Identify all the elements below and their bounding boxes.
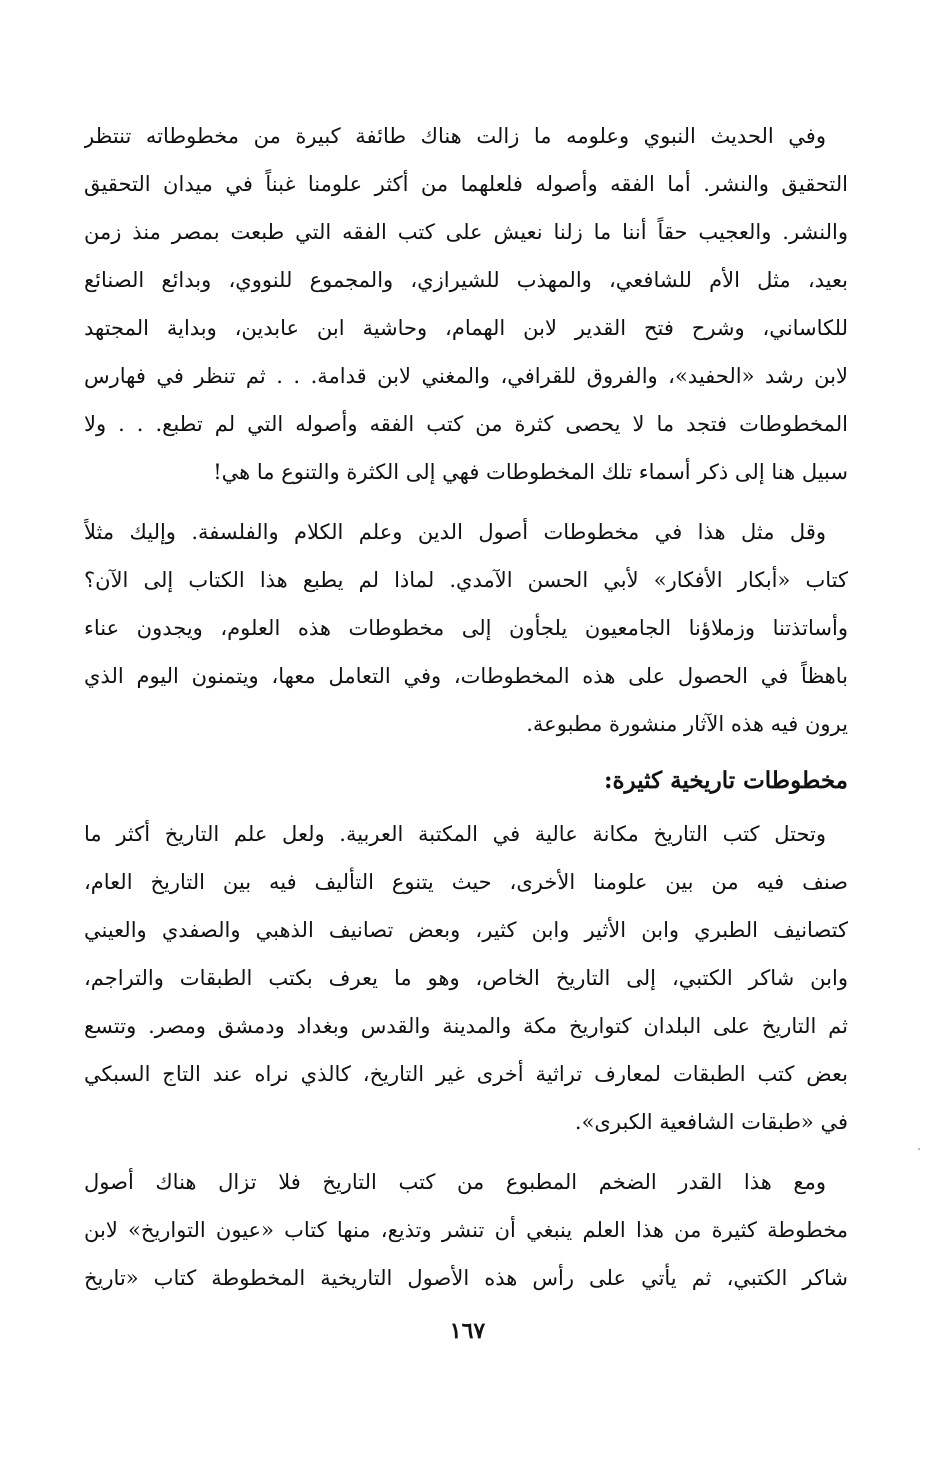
text-line: التحقيق والنشر. أما الفقه وأصوله فلعلهما من أكثر علومنا غبناً في ميدان التحقيق — [84, 172, 848, 196]
paragraph-spacer — [84, 500, 848, 508]
text-line: مخطوطة كثيرة من هذا العلم ينبغي أن تنشر وتذيع، منها كتاب «عيون التواريخ» لابن — [84, 1218, 848, 1242]
text-line: كتاب «أبكار الأفكار» لأبي الحسن الآمدي. لماذا لم يطبع هذا الكتاب إلى الآن؟ — [84, 568, 848, 592]
text-line: وتحتل كتب التاريخ مكانة عالية في المكتبة العربية. ولعل علم التاريخ أكثر ما — [84, 822, 826, 846]
text-line: في «طبقات الشافعية الكبرى». — [574, 1110, 848, 1134]
text-line: لابن رشد «الحفيد»، والفروق للقرافي، والمغني لابن قدامة. . . ثم تنظر في فهارس — [84, 364, 848, 388]
scan-speck — [918, 1148, 920, 1150]
text-line: شاكر الكتبي، ثم يأتي على رأس هذه الأصول التاريخية المخطوطة كتاب «تاريخ — [84, 1266, 848, 1290]
text-line: وأساتذتنا وزملاؤنا الجامعيون يلجأون إلى مخطوطات هذه العلوم، ويجدون عناء — [84, 616, 848, 640]
paragraph-spacer — [84, 1150, 848, 1158]
text-line: ثم التاريخ على البلدان كتواريخ مكة والمدينة والقدس وبغداد ودمشق ومصر. وتتسع — [84, 1014, 848, 1038]
text-line: كتصانيف الطبري وابن الأثير وابن كثير، وبعض تصانيف الذهبي والصفدي والعيني — [84, 918, 848, 942]
section-heading: مخطوطات تاريخية كثيرة: — [604, 767, 848, 794]
text-line: يرون فيه هذه الآثار منشورة مطبوعة. — [526, 712, 848, 736]
page-number: ١٦٧ — [449, 1318, 486, 1344]
text-line: بعض كتب الطبقات لمعارف تراثية أخرى غير التاريخ، كالذي نراه عند التاج السبكي — [84, 1062, 848, 1086]
text-line: والنشر. والعجيب حقاً أننا ما زلنا نعيش على كتب الفقه التي طبعت بمصر منذ زمن — [84, 220, 848, 244]
text-line: وابن شاكر الكتبي، إلى التاريخ الخاص، وهو ما يعرف بكتب الطبقات والتراجم، — [84, 966, 848, 990]
text-line: للكاساني، وشرح فتح القدير لابن الهمام، وحاشية ابن عابدين، وبداية المجتهد — [84, 316, 848, 340]
text-line: وفي الحديث النبوي وعلومه ما زالت هناك طائفة كبيرة من مخطوطاته تنتظر — [84, 124, 826, 148]
body-text — [84, 112, 848, 1306]
text-line: المخطوطات فتجد ما لا يحصى كثرة من كتب الفقه وأصوله التي لم تطبع. . . ولا — [84, 412, 848, 436]
paragraph-hadith-fiqh — [84, 112, 848, 496]
paragraph-history-books — [84, 810, 848, 1146]
text-line: باهظاً في الحصول على هذه المخطوطات، وفي التعامل معها، ويتمنون اليوم الذي — [84, 664, 848, 688]
text-line: وقل مثل هذا في مخطوطات أصول الدين وعلم الكلام والفلسفة. وإليك مثلاً — [84, 520, 826, 544]
text-line: ومع هذا القدر الضخم المطبوع من كتب التاريخ فلا تزال هناك أصول — [84, 1170, 826, 1194]
text-line: صنف فيه من بين علومنا الأخرى، حيث يتنوع التأليف فيه بين التاريخ العام، — [84, 870, 848, 894]
text-line: سبيل هنا إلى ذكر أسماء تلك المخطوطات فهي إلى الكثرة والتنوع ما هي! — [213, 460, 848, 484]
text-line: بعيد، مثل الأم للشافعي، والمهذب للشيرازي، والمجموع للنووي، وبدائع الصنائع — [84, 268, 848, 292]
paragraph-history-manuscripts — [84, 1158, 848, 1302]
paragraph-usul-aldin — [84, 508, 848, 748]
